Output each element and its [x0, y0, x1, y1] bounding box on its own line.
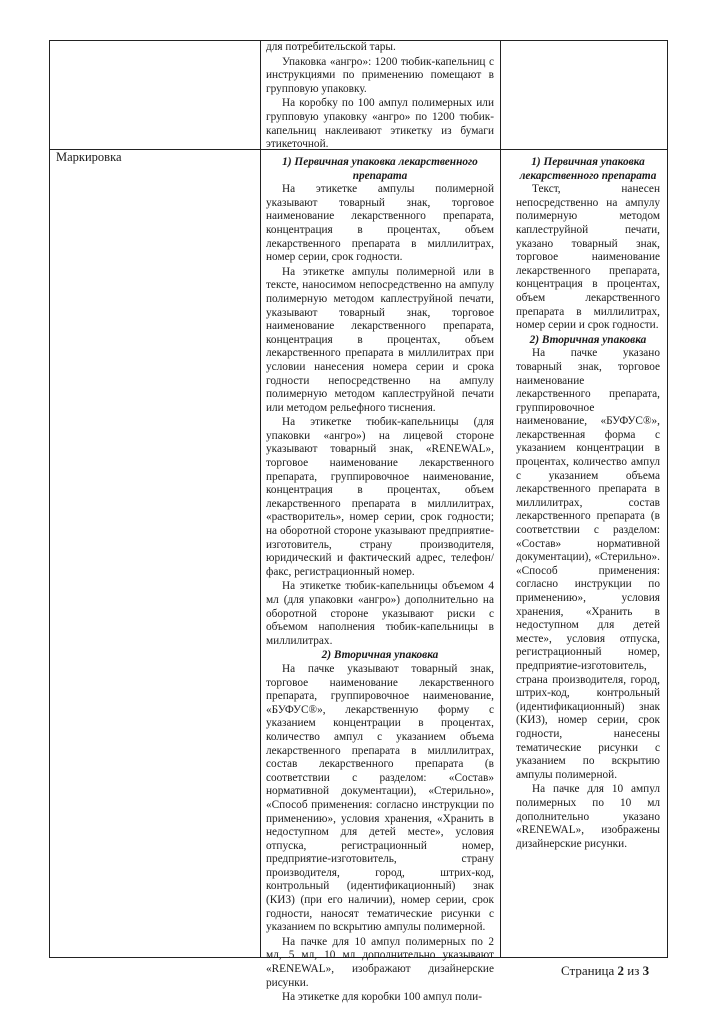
- section-heading-secondary: 2) Вторичная упаковка: [529, 333, 647, 346]
- row-label-marking: Маркировка: [56, 150, 122, 164]
- paragraph: На пачке указывают товарный знак, торговое наименование лекарственного препарата, группировочное наименование, «БУФУС®», лекарственную форму с указанием концентрации в процентах, количество ампул с указанием объема лекарственного препарата в миллилитрах, состав лекарственного препарата (в соответствии с разделом: «Состав» нормативной документации), «Стерильно», «Способ применения: согласно инструкции по применению», условия хранения, «Хранить в недоступном для детей месте», условия отпуска, регистрационный номер, предприятие-изготовитель, страну производителя, город, штрих-код, контрольный (идентификационный) знак (КИЗ) (при его наличии), номер серии, срок годности, наносят тематические рисунки с указанием по вскрытию ампулы полимерной.: [266, 662, 494, 934]
- total-pages: 3: [642, 963, 650, 978]
- section-heading-primary: 1) Первичная упаковка лекарственного препарата: [519, 156, 657, 182]
- paragraph: На этикетке тюбик-капельницы объемом 4 мл (для упаковки «ангро») дополнительно на оборотной стороне указывают риски с объемом наполнения тюбик-капельницы в миллилитрах.: [266, 580, 494, 647]
- paragraph: На этикетке тюбик-капельницы (для упаковки «ангро») на лицевой стороне указывают товарный знак, «RENEWAL», торговое наименование лекарственного препарата, группировочное наименование, концентрация в процентах, объем лекарственного препарата в миллилитрах, «растворитель», номер серии, срок годности; на оборотной стороне указывают предприятие-изготовитель, страну производителя, юридический и фактический адрес, телефон/факс, регистрационный номер.: [266, 416, 494, 578]
- top-row-col2: [266, 41, 494, 153]
- column-divider-2: [500, 40, 501, 957]
- page-prefix: Страница: [561, 963, 618, 978]
- paragraph: Упаковка «ангро»: 1200 тюбик-капельниц с инструкциями по применению помещают в групповую упаковку.: [266, 55, 494, 95]
- column-divider-1: [260, 40, 261, 957]
- paragraph: На пачке для 10 ампул полимерных по 2 мл, 5 мл, 10 мл дополнительно указывают «RENEWAL», изображают дизайнерские рисунки.: [266, 935, 494, 989]
- section-heading-primary: 1) Первичная упаковка лекарственного препарата: [282, 156, 478, 182]
- current-page: 2: [617, 963, 625, 978]
- paragraph: На этикетке ампулы полимерной или в тексте, наносимом непосредственно на ампулу полимерную методом каплеструйной печати, указывают товарный знак, торговое наименование лекарственного препарата, концентрация в процентах, объем лекарственного препарата в миллилитрах при условии нанесения номера серии и срока годности непосредственно на ампулу полимерную методом каплеструйной печати или методом рельефного тиснения.: [266, 265, 494, 414]
- section-heading-secondary: 2) Вторичная упаковка: [321, 649, 439, 662]
- paragraph: для потребительской тары.: [266, 41, 396, 53]
- marking-col3: [516, 156, 660, 852]
- paragraph: На этикетке для коробки 100 ампул поли-: [282, 991, 482, 1004]
- paragraph: На пачке для 10 ампул полимерных по 10 мл дополнительно указано «RENEWAL», изображены дизайнерские рисунки.: [516, 783, 660, 850]
- page-middle: из: [624, 963, 643, 978]
- paragraph: Текст, нанесен непосредственно на ампулу полимерную методом каплеструйной печати, указано товарный знак, торговое наименование лекарственного препарата, концентрация в процентах, объем лекарственного препарата в миллилитрах, номер серии и срок годности.: [516, 183, 660, 332]
- paragraph: На этикетке ампулы полимерной указывают товарный знак, торговое наименование лекарственного препарата, концентрация в процентах, объем лекарственного препарата в миллилитрах, номер серии, срок годности.: [266, 183, 494, 264]
- marking-col2: [266, 156, 494, 1006]
- paragraph: На коробку по 100 ампул полимерных или групповую упаковку «ангро» по 1200 тюбик-капельниц наклеивают этикетку из бумаги этикеточной.: [266, 97, 494, 151]
- paragraph: На пачке указано товарный знак, торговое наименование лекарственного препарата, группировочное наименование, «БУФУС®», лекарственная форма с указанием концентрации в процентах, количество ампул с указанием объема лекарственного препарата в миллилитрах, состав лекарственного препарата (в соответствии с разделом: «Состав» нормативной документации), «Стерильно». «Способ применения: согласно инструкции по применению», условия хранения, «Хранить в недоступном для детей месте», условия отпуска, регистрационный номер, предприятие-изготовитель, страна производителя, город, штрих-код, контрольный (идентификационный) знак (КИЗ), номер серии, срок годности, нанесены тематические рисунки с указанием по вскрытию ампулы полимерной.: [516, 347, 660, 781]
- page-number: [561, 963, 649, 979]
